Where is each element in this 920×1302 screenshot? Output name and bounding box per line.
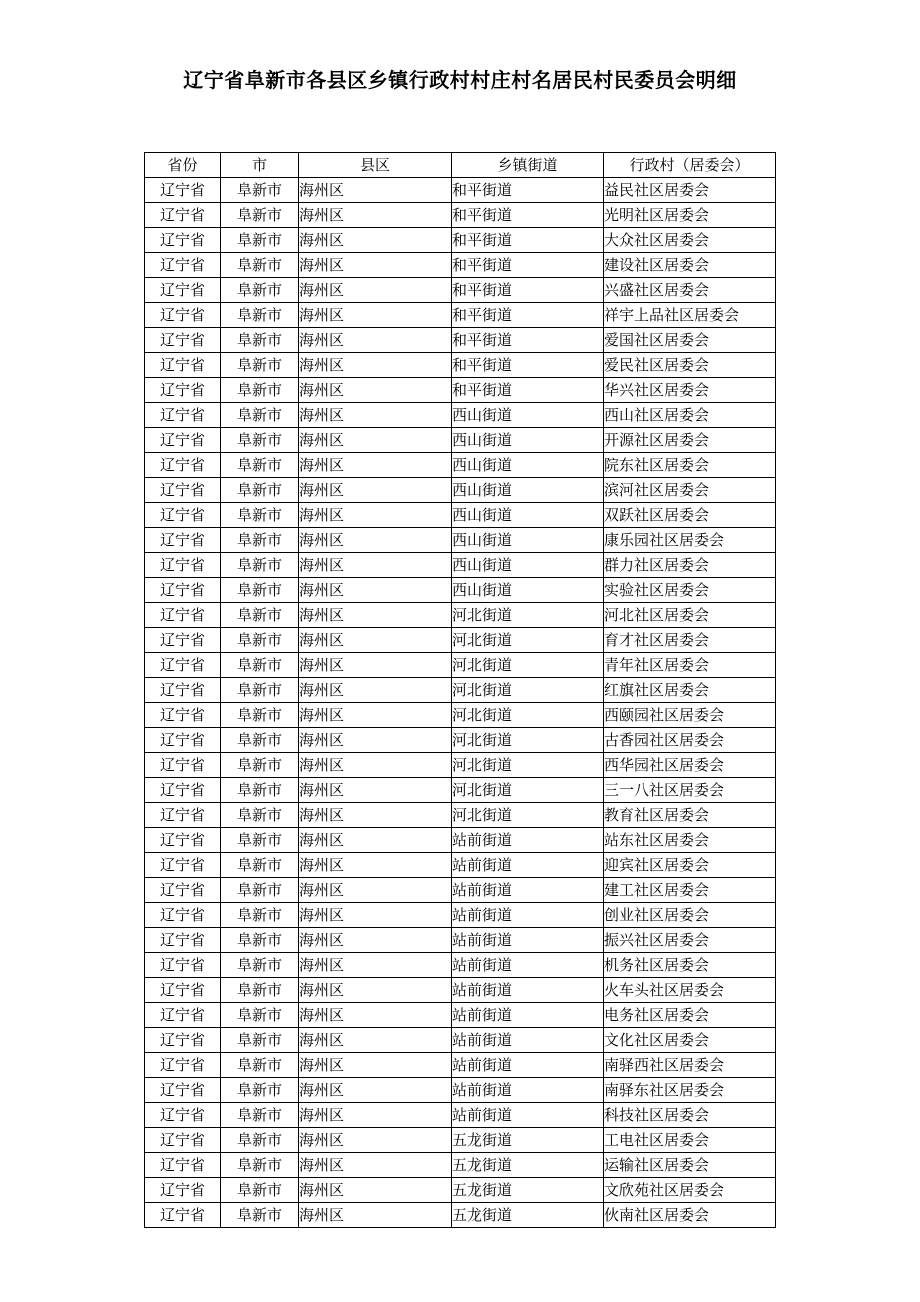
cell-village: 建工社区居委会 bbox=[604, 878, 776, 903]
cell-city: 阜新市 bbox=[221, 803, 299, 828]
cell-county: 海州区 bbox=[299, 1003, 452, 1028]
table-row bbox=[145, 253, 776, 278]
cell-town: 五龙街道 bbox=[452, 1178, 604, 1203]
cell-province: 辽宁省 bbox=[145, 778, 221, 803]
cell-village: 三一八社区居委会 bbox=[604, 778, 776, 803]
cell-town: 和平街道 bbox=[452, 203, 604, 228]
table-row bbox=[145, 1078, 776, 1103]
cell-village: 开源社区居委会 bbox=[604, 428, 776, 453]
cell-town: 西山街道 bbox=[452, 428, 604, 453]
table-row bbox=[145, 353, 776, 378]
cell-village: 爱民社区居委会 bbox=[604, 353, 776, 378]
cell-village: 火车头社区居委会 bbox=[604, 978, 776, 1003]
table-row bbox=[145, 1128, 776, 1153]
cell-town: 和平街道 bbox=[452, 278, 604, 303]
cell-city: 阜新市 bbox=[221, 1178, 299, 1203]
table-row bbox=[145, 1028, 776, 1053]
cell-town: 五龙街道 bbox=[452, 1128, 604, 1153]
cell-county: 海州区 bbox=[299, 728, 452, 753]
cell-town: 西山街道 bbox=[452, 503, 604, 528]
table-row bbox=[145, 778, 776, 803]
cell-city: 阜新市 bbox=[221, 1078, 299, 1103]
cell-city: 阜新市 bbox=[221, 553, 299, 578]
cell-village: 迎宾社区居委会 bbox=[604, 853, 776, 878]
cell-city: 阜新市 bbox=[221, 653, 299, 678]
cell-province: 辽宁省 bbox=[145, 928, 221, 953]
cell-town: 站前街道 bbox=[452, 1103, 604, 1128]
cell-province: 辽宁省 bbox=[145, 253, 221, 278]
cell-province: 辽宁省 bbox=[145, 878, 221, 903]
cell-town: 和平街道 bbox=[452, 228, 604, 253]
cell-county: 海州区 bbox=[299, 553, 452, 578]
cell-county: 海州区 bbox=[299, 503, 452, 528]
cell-county: 海州区 bbox=[299, 1178, 452, 1203]
cell-city: 阜新市 bbox=[221, 778, 299, 803]
cell-province: 辽宁省 bbox=[145, 178, 221, 203]
cell-county: 海州区 bbox=[299, 803, 452, 828]
cell-town: 站前街道 bbox=[452, 953, 604, 978]
cell-county: 海州区 bbox=[299, 578, 452, 603]
cell-village: 兴盛社区居委会 bbox=[604, 278, 776, 303]
cell-town: 五龙街道 bbox=[452, 1203, 604, 1228]
table-row bbox=[145, 203, 776, 228]
cell-city: 阜新市 bbox=[221, 453, 299, 478]
table-row bbox=[145, 1203, 776, 1228]
cell-city: 阜新市 bbox=[221, 928, 299, 953]
cell-province: 辽宁省 bbox=[145, 428, 221, 453]
cell-village: 教育社区居委会 bbox=[604, 803, 776, 828]
cell-city: 阜新市 bbox=[221, 703, 299, 728]
cell-town: 西山街道 bbox=[452, 403, 604, 428]
cell-village: 伙南社区居委会 bbox=[604, 1203, 776, 1228]
cell-city: 阜新市 bbox=[221, 978, 299, 1003]
cell-town: 河北街道 bbox=[452, 628, 604, 653]
cell-town: 和平街道 bbox=[452, 328, 604, 353]
cell-city: 阜新市 bbox=[221, 1203, 299, 1228]
cell-county: 海州区 bbox=[299, 303, 452, 328]
table-row bbox=[145, 1153, 776, 1178]
cell-town: 和平街道 bbox=[452, 253, 604, 278]
cell-town: 河北街道 bbox=[452, 803, 604, 828]
table-row bbox=[145, 503, 776, 528]
cell-province: 辽宁省 bbox=[145, 1128, 221, 1153]
cell-city: 阜新市 bbox=[221, 503, 299, 528]
cell-county: 海州区 bbox=[299, 978, 452, 1003]
cell-town: 河北街道 bbox=[452, 728, 604, 753]
cell-province: 辽宁省 bbox=[145, 703, 221, 728]
cell-city: 阜新市 bbox=[221, 478, 299, 503]
cell-town: 站前街道 bbox=[452, 828, 604, 853]
cell-province: 辽宁省 bbox=[145, 903, 221, 928]
cell-province: 辽宁省 bbox=[145, 978, 221, 1003]
table-row bbox=[145, 428, 776, 453]
cell-city: 阜新市 bbox=[221, 253, 299, 278]
cell-city: 阜新市 bbox=[221, 828, 299, 853]
cell-village: 西山社区居委会 bbox=[604, 403, 776, 428]
cell-county: 海州区 bbox=[299, 1053, 452, 1078]
cell-province: 辽宁省 bbox=[145, 453, 221, 478]
cell-town: 和平街道 bbox=[452, 378, 604, 403]
cell-province: 辽宁省 bbox=[145, 553, 221, 578]
cell-city: 阜新市 bbox=[221, 1103, 299, 1128]
cell-village: 光明社区居委会 bbox=[604, 203, 776, 228]
cell-county: 海州区 bbox=[299, 953, 452, 978]
table-row bbox=[145, 178, 776, 203]
cell-county: 海州区 bbox=[299, 853, 452, 878]
cell-county: 海州区 bbox=[299, 253, 452, 278]
cell-town: 西山街道 bbox=[452, 553, 604, 578]
cell-county: 海州区 bbox=[299, 928, 452, 953]
cell-province: 辽宁省 bbox=[145, 803, 221, 828]
cell-province: 辽宁省 bbox=[145, 203, 221, 228]
table-row bbox=[145, 553, 776, 578]
cell-town: 站前街道 bbox=[452, 1028, 604, 1053]
table-row bbox=[145, 828, 776, 853]
cell-village: 西华园社区居委会 bbox=[604, 753, 776, 778]
admin-division-table bbox=[144, 152, 776, 1228]
cell-city: 阜新市 bbox=[221, 603, 299, 628]
cell-town: 站前街道 bbox=[452, 878, 604, 903]
cell-county: 海州区 bbox=[299, 453, 452, 478]
table-row bbox=[145, 753, 776, 778]
cell-province: 辽宁省 bbox=[145, 378, 221, 403]
table-row bbox=[145, 978, 776, 1003]
cell-city: 阜新市 bbox=[221, 753, 299, 778]
cell-province: 辽宁省 bbox=[145, 1028, 221, 1053]
cell-city: 阜新市 bbox=[221, 878, 299, 903]
cell-county: 海州区 bbox=[299, 1078, 452, 1103]
table-row bbox=[145, 1053, 776, 1078]
cell-village: 电务社区居委会 bbox=[604, 1003, 776, 1028]
table-row bbox=[145, 878, 776, 903]
cell-town: 站前街道 bbox=[452, 853, 604, 878]
cell-town: 西山街道 bbox=[452, 478, 604, 503]
cell-province: 辽宁省 bbox=[145, 678, 221, 703]
cell-county: 海州区 bbox=[299, 603, 452, 628]
cell-county: 海州区 bbox=[299, 628, 452, 653]
header-city: 市 bbox=[221, 153, 299, 178]
table-row bbox=[145, 953, 776, 978]
cell-city: 阜新市 bbox=[221, 528, 299, 553]
cell-province: 辽宁省 bbox=[145, 403, 221, 428]
table-row bbox=[145, 903, 776, 928]
cell-village: 建设社区居委会 bbox=[604, 253, 776, 278]
cell-city: 阜新市 bbox=[221, 203, 299, 228]
cell-province: 辽宁省 bbox=[145, 1178, 221, 1203]
cell-town: 站前街道 bbox=[452, 1003, 604, 1028]
cell-county: 海州区 bbox=[299, 228, 452, 253]
cell-village: 机务社区居委会 bbox=[604, 953, 776, 978]
cell-city: 阜新市 bbox=[221, 178, 299, 203]
cell-village: 文欣苑社区居委会 bbox=[604, 1178, 776, 1203]
cell-county: 海州区 bbox=[299, 1128, 452, 1153]
cell-city: 阜新市 bbox=[221, 578, 299, 603]
cell-county: 海州区 bbox=[299, 1103, 452, 1128]
cell-town: 和平街道 bbox=[452, 303, 604, 328]
cell-city: 阜新市 bbox=[221, 1028, 299, 1053]
cell-village: 祥宇上品社区居委会 bbox=[604, 303, 776, 328]
table-row bbox=[145, 303, 776, 328]
cell-province: 辽宁省 bbox=[145, 1053, 221, 1078]
cell-county: 海州区 bbox=[299, 178, 452, 203]
table-row bbox=[145, 278, 776, 303]
cell-province: 辽宁省 bbox=[145, 1153, 221, 1178]
cell-county: 海州区 bbox=[299, 403, 452, 428]
cell-province: 辽宁省 bbox=[145, 278, 221, 303]
cell-province: 辽宁省 bbox=[145, 1203, 221, 1228]
cell-town: 西山街道 bbox=[452, 528, 604, 553]
cell-village: 站东社区居委会 bbox=[604, 828, 776, 853]
cell-province: 辽宁省 bbox=[145, 1078, 221, 1103]
cell-town: 和平街道 bbox=[452, 178, 604, 203]
cell-village: 益民社区居委会 bbox=[604, 178, 776, 203]
table-row bbox=[145, 228, 776, 253]
cell-village: 院东社区居委会 bbox=[604, 453, 776, 478]
cell-province: 辽宁省 bbox=[145, 1103, 221, 1128]
cell-town: 站前街道 bbox=[452, 1053, 604, 1078]
cell-province: 辽宁省 bbox=[145, 653, 221, 678]
cell-city: 阜新市 bbox=[221, 853, 299, 878]
cell-province: 辽宁省 bbox=[145, 328, 221, 353]
cell-county: 海州区 bbox=[299, 678, 452, 703]
table-row bbox=[145, 378, 776, 403]
cell-village: 西颐园社区居委会 bbox=[604, 703, 776, 728]
cell-city: 阜新市 bbox=[221, 1003, 299, 1028]
cell-province: 辽宁省 bbox=[145, 753, 221, 778]
cell-county: 海州区 bbox=[299, 528, 452, 553]
cell-province: 辽宁省 bbox=[145, 503, 221, 528]
cell-county: 海州区 bbox=[299, 378, 452, 403]
table-row bbox=[145, 853, 776, 878]
cell-town: 站前街道 bbox=[452, 1078, 604, 1103]
table-row bbox=[145, 728, 776, 753]
cell-town: 河北街道 bbox=[452, 703, 604, 728]
cell-city: 阜新市 bbox=[221, 328, 299, 353]
cell-city: 阜新市 bbox=[221, 428, 299, 453]
cell-village: 创业社区居委会 bbox=[604, 903, 776, 928]
cell-village: 实验社区居委会 bbox=[604, 578, 776, 603]
cell-town: 河北街道 bbox=[452, 653, 604, 678]
cell-village: 南驿东社区居委会 bbox=[604, 1078, 776, 1103]
cell-city: 阜新市 bbox=[221, 903, 299, 928]
table-row bbox=[145, 1103, 776, 1128]
cell-province: 辽宁省 bbox=[145, 603, 221, 628]
cell-province: 辽宁省 bbox=[145, 853, 221, 878]
cell-town: 站前街道 bbox=[452, 903, 604, 928]
cell-province: 辽宁省 bbox=[145, 628, 221, 653]
cell-province: 辽宁省 bbox=[145, 478, 221, 503]
cell-county: 海州区 bbox=[299, 478, 452, 503]
cell-province: 辽宁省 bbox=[145, 303, 221, 328]
cell-city: 阜新市 bbox=[221, 1128, 299, 1153]
table-row bbox=[145, 528, 776, 553]
cell-village: 青年社区居委会 bbox=[604, 653, 776, 678]
cell-county: 海州区 bbox=[299, 278, 452, 303]
header-province: 省份 bbox=[145, 153, 221, 178]
cell-city: 阜新市 bbox=[221, 353, 299, 378]
table-row bbox=[145, 403, 776, 428]
cell-village: 双跃社区居委会 bbox=[604, 503, 776, 528]
table-row bbox=[145, 578, 776, 603]
cell-town: 河北街道 bbox=[452, 753, 604, 778]
cell-village: 爱国社区居委会 bbox=[604, 328, 776, 353]
cell-province: 辽宁省 bbox=[145, 578, 221, 603]
cell-county: 海州区 bbox=[299, 1153, 452, 1178]
cell-town: 和平街道 bbox=[452, 353, 604, 378]
cell-province: 辽宁省 bbox=[145, 353, 221, 378]
cell-city: 阜新市 bbox=[221, 953, 299, 978]
cell-county: 海州区 bbox=[299, 353, 452, 378]
cell-town: 站前街道 bbox=[452, 928, 604, 953]
cell-village: 红旗社区居委会 bbox=[604, 678, 776, 703]
table-row bbox=[145, 928, 776, 953]
cell-town: 西山街道 bbox=[452, 453, 604, 478]
table-body bbox=[145, 178, 776, 1228]
cell-county: 海州区 bbox=[299, 903, 452, 928]
cell-county: 海州区 bbox=[299, 753, 452, 778]
cell-county: 海州区 bbox=[299, 828, 452, 853]
cell-city: 阜新市 bbox=[221, 1053, 299, 1078]
cell-county: 海州区 bbox=[299, 653, 452, 678]
cell-village: 工电社区居委会 bbox=[604, 1128, 776, 1153]
cell-village: 康乐园社区居委会 bbox=[604, 528, 776, 553]
cell-province: 辽宁省 bbox=[145, 1003, 221, 1028]
cell-village: 华兴社区居委会 bbox=[604, 378, 776, 403]
header-county: 县区 bbox=[299, 153, 452, 178]
cell-city: 阜新市 bbox=[221, 278, 299, 303]
table-row bbox=[145, 328, 776, 353]
cell-county: 海州区 bbox=[299, 1028, 452, 1053]
table-row bbox=[145, 628, 776, 653]
cell-province: 辽宁省 bbox=[145, 828, 221, 853]
table-row bbox=[145, 453, 776, 478]
cell-village: 古香园社区居委会 bbox=[604, 728, 776, 753]
cell-village: 南驿西社区居委会 bbox=[604, 1053, 776, 1078]
table-row bbox=[145, 478, 776, 503]
cell-village: 群力社区居委会 bbox=[604, 553, 776, 578]
header-town: 乡镇街道 bbox=[452, 153, 604, 178]
cell-city: 阜新市 bbox=[221, 728, 299, 753]
table-row bbox=[145, 603, 776, 628]
cell-county: 海州区 bbox=[299, 1203, 452, 1228]
cell-town: 河北街道 bbox=[452, 678, 604, 703]
cell-city: 阜新市 bbox=[221, 1153, 299, 1178]
cell-province: 辽宁省 bbox=[145, 953, 221, 978]
table-row bbox=[145, 1003, 776, 1028]
cell-village: 科技社区居委会 bbox=[604, 1103, 776, 1128]
cell-village: 文化社区居委会 bbox=[604, 1028, 776, 1053]
cell-city: 阜新市 bbox=[221, 303, 299, 328]
cell-village: 大众社区居委会 bbox=[604, 228, 776, 253]
table-row bbox=[145, 678, 776, 703]
cell-village: 滨河社区居委会 bbox=[604, 478, 776, 503]
cell-town: 五龙街道 bbox=[452, 1153, 604, 1178]
cell-town: 河北街道 bbox=[452, 778, 604, 803]
cell-town: 站前街道 bbox=[452, 978, 604, 1003]
cell-county: 海州区 bbox=[299, 328, 452, 353]
cell-province: 辽宁省 bbox=[145, 528, 221, 553]
table-header-row bbox=[145, 153, 776, 178]
cell-county: 海州区 bbox=[299, 203, 452, 228]
cell-province: 辽宁省 bbox=[145, 728, 221, 753]
table-row bbox=[145, 653, 776, 678]
header-village: 行政村（居委会） bbox=[604, 153, 776, 178]
cell-village: 运输社区居委会 bbox=[604, 1153, 776, 1178]
cell-city: 阜新市 bbox=[221, 628, 299, 653]
cell-city: 阜新市 bbox=[221, 403, 299, 428]
cell-town: 河北街道 bbox=[452, 603, 604, 628]
cell-county: 海州区 bbox=[299, 778, 452, 803]
cell-village: 河北社区居委会 bbox=[604, 603, 776, 628]
table-row bbox=[145, 703, 776, 728]
cell-county: 海州区 bbox=[299, 703, 452, 728]
cell-city: 阜新市 bbox=[221, 228, 299, 253]
cell-village: 育才社区居委会 bbox=[604, 628, 776, 653]
cell-town: 西山街道 bbox=[452, 578, 604, 603]
cell-city: 阜新市 bbox=[221, 378, 299, 403]
cell-province: 辽宁省 bbox=[145, 228, 221, 253]
page-title: 辽宁省阜新市各县区乡镇行政村村庄村名居民村民委员会明细 bbox=[183, 68, 737, 92]
table-row bbox=[145, 1178, 776, 1203]
cell-village: 振兴社区居委会 bbox=[604, 928, 776, 953]
table-row bbox=[145, 803, 776, 828]
cell-county: 海州区 bbox=[299, 428, 452, 453]
cell-county: 海州区 bbox=[299, 878, 452, 903]
cell-city: 阜新市 bbox=[221, 678, 299, 703]
